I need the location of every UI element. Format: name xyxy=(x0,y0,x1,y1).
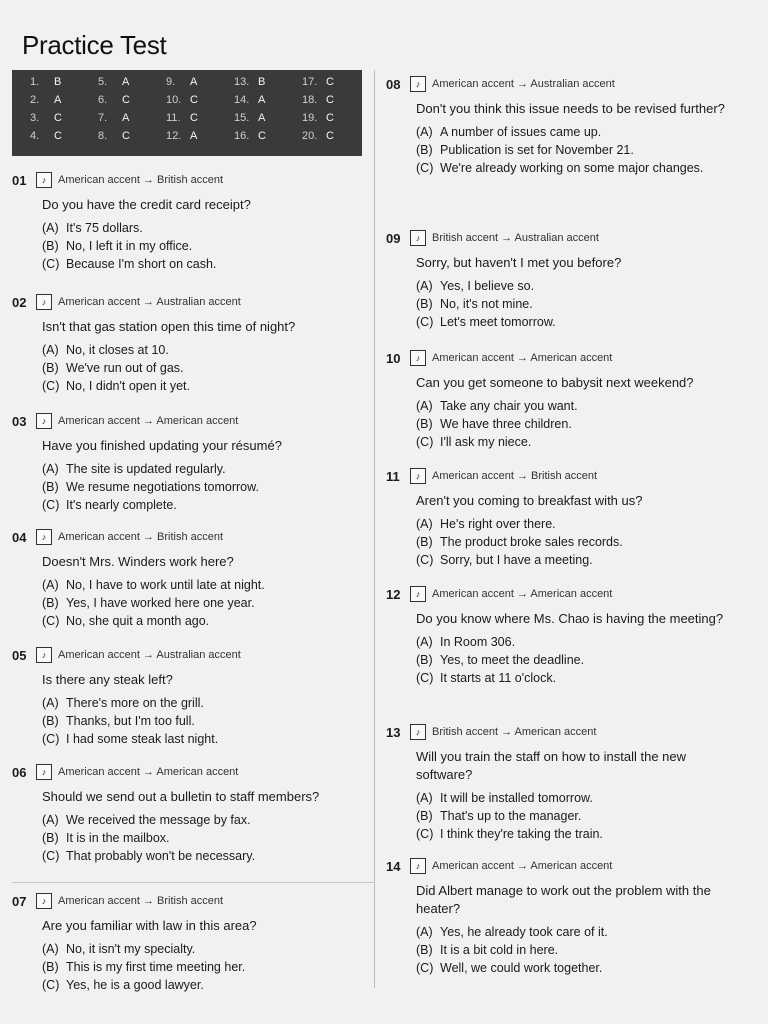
option-letter: (C) xyxy=(416,553,434,567)
question-header xyxy=(12,292,374,312)
accent-label: American accent → British accent xyxy=(432,470,598,482)
question-prompt: Should we send out a bulletin to staff members? xyxy=(42,789,320,804)
answer-option xyxy=(42,976,374,994)
option-letter: (C) xyxy=(42,849,60,863)
answer-key-number: 18. xyxy=(302,94,318,106)
answer-key-answer: C xyxy=(326,94,334,106)
option-text: No, I have to work until late at night. xyxy=(66,578,265,592)
option-letter: (A) xyxy=(42,813,59,827)
question-header xyxy=(12,411,374,431)
accent-label: British accent → American accent xyxy=(432,726,597,738)
option-letter: (A) xyxy=(416,925,433,939)
question-prompt: Will you train the staff on how to install the new software? xyxy=(416,749,687,782)
question-number: 10 xyxy=(386,350,401,366)
question-prompt: Aren't you coming to breakfast with us? xyxy=(416,493,643,508)
accent-label: American accent → Australian accent xyxy=(58,649,241,661)
accent-label: American accent → American accent xyxy=(432,860,613,872)
answer-key-cell xyxy=(290,94,358,112)
page-title: Practice Test xyxy=(22,30,167,60)
option-text: We received the message by fax. xyxy=(66,813,251,827)
answer-option xyxy=(42,219,374,237)
question-block xyxy=(12,411,374,514)
option-letter: (C) xyxy=(416,961,434,975)
option-letter: (B) xyxy=(42,714,59,728)
answer-key-table xyxy=(12,70,362,156)
answer-key-number: 16. xyxy=(234,130,250,142)
answer-option xyxy=(416,123,754,141)
answer-option xyxy=(42,496,374,514)
option-text: We've run out of gas. xyxy=(66,361,184,375)
answer-option xyxy=(42,730,374,748)
answer-option xyxy=(416,651,754,669)
answer-key-number: 8. xyxy=(98,130,108,142)
answer-key-number: 19. xyxy=(302,112,318,124)
option-letter: (A) xyxy=(42,462,59,476)
option-text: Sorry, but I have a meeting. xyxy=(440,553,593,567)
answer-key-answer: A xyxy=(190,76,198,88)
question-header xyxy=(386,74,754,94)
answer-option xyxy=(42,712,374,730)
option-letter: (C) xyxy=(42,732,60,746)
answer-key-cell xyxy=(154,112,222,130)
answer-key-answer: A xyxy=(190,130,198,142)
answer-key-number: 14. xyxy=(234,94,250,106)
answer-key-number: 17. xyxy=(302,76,318,88)
question-header xyxy=(12,762,374,782)
answer-key-answer: B xyxy=(54,76,62,88)
answer-key-cell xyxy=(290,130,358,148)
answer-option xyxy=(416,277,754,295)
answer-option xyxy=(416,633,754,651)
option-text: Yes, to meet the deadline. xyxy=(440,653,585,667)
option-text: No, it isn't my specialty. xyxy=(66,942,196,956)
accent-label: American accent → Australian accent xyxy=(432,78,615,90)
question-block xyxy=(12,645,374,748)
option-letter: (A) xyxy=(42,343,59,357)
question-prompt: Sorry, but haven't I met you before? xyxy=(416,255,622,270)
answer-key-number: 3. xyxy=(30,112,40,124)
option-letter: (C) xyxy=(42,978,60,992)
answer-option xyxy=(416,433,754,451)
option-letter: (A) xyxy=(42,221,59,235)
answer-key-number: 15. xyxy=(234,112,250,124)
answer-key-answer: C xyxy=(54,130,62,142)
answer-key-number: 11. xyxy=(166,112,181,124)
question-number: 05 xyxy=(12,647,27,663)
option-text: Yes, he already took care of it. xyxy=(440,925,608,939)
option-text: The product broke sales records. xyxy=(440,535,623,549)
accent-label: American accent → American accent xyxy=(58,766,239,778)
question-number: 02 xyxy=(12,294,27,310)
answer-key-answer: C xyxy=(326,76,334,88)
answer-key-answer: A xyxy=(122,112,130,124)
option-text: No, it closes at 10. xyxy=(66,343,169,357)
accent-label: American accent → Australian accent xyxy=(58,296,241,308)
answer-option xyxy=(42,594,374,612)
answer-option xyxy=(416,807,754,825)
audio-track-icon: ♪ xyxy=(36,764,52,780)
question-header xyxy=(386,228,754,248)
answer-key-cell xyxy=(222,130,290,148)
question-header xyxy=(12,170,374,190)
answer-key-cell xyxy=(222,94,290,112)
answer-key-cell xyxy=(86,76,154,94)
question-number: 03 xyxy=(12,413,27,429)
question-header xyxy=(12,527,374,547)
audio-track-icon: ♪ xyxy=(410,586,426,602)
answer-option xyxy=(416,923,754,941)
answer-key-answer: B xyxy=(258,76,266,88)
question-prompt: Have you finished updating your résumé? xyxy=(42,438,282,453)
answer-key-answer: C xyxy=(326,130,334,142)
answer-option xyxy=(42,377,374,395)
option-text: Yes, he is a good lawyer. xyxy=(66,978,204,992)
question-number: 12 xyxy=(386,586,401,602)
audio-track-icon: ♪ xyxy=(36,172,52,188)
option-letter: (A) xyxy=(416,517,433,531)
question-block xyxy=(12,882,374,994)
answer-key-answer: C xyxy=(122,94,130,106)
accent-label: American accent → British accent xyxy=(58,174,224,186)
option-text: It is a bit cold in here. xyxy=(440,943,559,957)
audio-track-icon: ♪ xyxy=(36,294,52,310)
audio-track-icon: ♪ xyxy=(36,529,52,545)
answer-key-answer: C xyxy=(190,94,198,106)
audio-track-icon: ♪ xyxy=(36,893,52,909)
answer-key-cell xyxy=(86,94,154,112)
option-text: No, it's not mine. xyxy=(440,297,533,311)
answer-key-cell xyxy=(290,76,358,94)
answer-option xyxy=(416,415,754,433)
question-block xyxy=(12,762,374,865)
question-number: 06 xyxy=(12,764,27,780)
option-text: I'll ask my niece. xyxy=(440,435,532,449)
audio-track-icon: ♪ xyxy=(410,724,426,740)
answer-key-cell xyxy=(86,130,154,148)
option-text: Publication is set for November 21. xyxy=(440,143,634,157)
question-block xyxy=(386,348,754,451)
option-letter: (B) xyxy=(416,943,433,957)
option-letter: (B) xyxy=(42,480,59,494)
option-letter: (C) xyxy=(416,161,434,175)
option-letter: (B) xyxy=(42,960,59,974)
option-letter: (B) xyxy=(416,297,433,311)
option-letter: (B) xyxy=(42,596,59,610)
question-header xyxy=(386,466,754,486)
question-block xyxy=(386,722,754,843)
question-prompt: Did Albert manage to work out the problem with the heater? xyxy=(416,883,711,916)
audio-track-icon: ♪ xyxy=(36,413,52,429)
answer-key-cell xyxy=(18,130,86,148)
option-text: No, she quit a month ago. xyxy=(66,614,210,628)
option-letter: (C) xyxy=(416,315,434,329)
answer-option xyxy=(42,958,374,976)
answer-key-number: 2. xyxy=(30,94,40,106)
option-letter: (C) xyxy=(416,435,434,449)
answer-key-number: 4. xyxy=(30,130,40,142)
audio-track-icon: ♪ xyxy=(410,230,426,246)
answer-option xyxy=(416,551,754,569)
question-block xyxy=(12,527,374,630)
answer-option xyxy=(416,397,754,415)
option-text: It will be installed tomorrow. xyxy=(440,791,593,805)
audio-track-icon: ♪ xyxy=(410,76,426,92)
option-letter: (B) xyxy=(416,417,433,431)
answer-key-number: 5. xyxy=(98,76,108,88)
option-text: Yes, I believe so. xyxy=(440,279,535,293)
option-letter: (B) xyxy=(416,143,433,157)
answer-option xyxy=(42,847,374,865)
option-letter: (C) xyxy=(42,257,60,271)
answer-key-number: 9. xyxy=(166,76,176,88)
question-header xyxy=(12,891,374,911)
answer-key-answer: A xyxy=(122,76,130,88)
audio-track-icon: ♪ xyxy=(410,858,426,874)
answer-option xyxy=(416,159,754,177)
question-header xyxy=(386,722,754,742)
left-column xyxy=(12,70,375,992)
question-number: 04 xyxy=(12,529,27,545)
answer-key-cell xyxy=(154,76,222,94)
option-text: That probably won't be necessary. xyxy=(66,849,256,863)
answer-key-cell xyxy=(18,94,86,112)
option-letter: (B) xyxy=(416,809,433,823)
accent-label: American accent → British accent xyxy=(58,531,224,543)
answer-key-number: 12. xyxy=(166,130,182,142)
question-prompt: Do you have the credit card receipt? xyxy=(42,197,251,212)
option-letter: (A) xyxy=(416,791,433,805)
option-letter: (A) xyxy=(416,125,433,139)
answer-option xyxy=(42,694,374,712)
option-text: In Room 306. xyxy=(440,635,516,649)
answer-key-answer: C xyxy=(122,130,130,142)
answer-key-answer: C xyxy=(326,112,334,124)
question-block xyxy=(386,584,754,687)
answer-key-cell xyxy=(154,130,222,148)
question-block xyxy=(12,170,374,273)
option-text: He's right over there. xyxy=(440,517,556,531)
answer-option xyxy=(42,359,374,377)
question-prompt: Isn't that gas station open this time of night? xyxy=(42,319,296,334)
answer-key-number: 13. xyxy=(234,76,250,88)
answer-key-cell xyxy=(222,112,290,130)
option-text: It's nearly complete. xyxy=(66,498,177,512)
answer-key-answer: C xyxy=(258,130,266,142)
answer-option xyxy=(416,313,754,331)
question-number: 13 xyxy=(386,724,401,740)
question-prompt: Do you know where Ms. Chao is having the meeting? xyxy=(416,611,724,626)
answer-key-answer: C xyxy=(54,112,62,124)
audio-track-icon: ♪ xyxy=(410,350,426,366)
option-text: There's more on the grill. xyxy=(66,696,204,710)
option-text: Thanks, but I'm too full. xyxy=(66,714,195,728)
option-letter: (A) xyxy=(42,942,59,956)
option-text: Take any chair you want. xyxy=(440,399,578,413)
option-text: Well, we could work together. xyxy=(440,961,603,975)
option-text: It starts at 11 o'clock. xyxy=(440,671,557,685)
answer-option xyxy=(416,789,754,807)
answer-key-cell xyxy=(18,112,86,130)
option-text: I think they're taking the train. xyxy=(440,827,603,841)
question-header xyxy=(12,645,374,665)
answer-option xyxy=(42,460,374,478)
question-header xyxy=(386,584,754,604)
accent-label: British accent → Australian accent xyxy=(432,232,599,244)
option-letter: (A) xyxy=(416,399,433,413)
question-prompt: Are you familiar with law in this area? xyxy=(42,918,257,933)
accent-label: American accent → British accent xyxy=(58,895,224,907)
question-block xyxy=(386,856,754,977)
answer-key-number: 10. xyxy=(166,94,182,106)
option-letter: (B) xyxy=(416,535,433,549)
question-block xyxy=(386,466,754,569)
answer-option xyxy=(42,237,374,255)
question-header xyxy=(386,856,754,876)
option-letter: (C) xyxy=(42,379,60,393)
answer-key-answer: A xyxy=(258,94,266,106)
answer-key-cell xyxy=(86,112,154,130)
option-text: I had some steak last night. xyxy=(66,732,219,746)
option-text: That's up to the manager. xyxy=(440,809,582,823)
question-prompt: Can you get someone to babysit next weekend? xyxy=(416,375,694,390)
answer-option xyxy=(42,829,374,847)
option-letter: (B) xyxy=(416,653,433,667)
answer-option xyxy=(42,811,374,829)
answer-option xyxy=(416,941,754,959)
answer-key-number: 1. xyxy=(30,76,40,88)
question-number: 01 xyxy=(12,172,27,188)
option-letter: (A) xyxy=(42,696,59,710)
option-letter: (C) xyxy=(416,827,434,841)
answer-option xyxy=(42,940,374,958)
question-prompt: Is there any steak left? xyxy=(42,672,173,687)
answer-key-number: 7. xyxy=(98,112,108,124)
answer-option xyxy=(42,255,374,273)
option-text: No, I left it in my office. xyxy=(66,239,193,253)
answer-key-answer: A xyxy=(54,94,62,106)
question-number: 08 xyxy=(386,76,401,92)
answer-key-number: 6. xyxy=(98,94,108,106)
option-text: We're already working on some major changes. xyxy=(440,161,704,175)
answer-option xyxy=(416,295,754,313)
option-text: Because I'm short on cash. xyxy=(66,257,217,271)
answer-option xyxy=(416,669,754,687)
question-number: 07 xyxy=(12,893,27,909)
question-number: 09 xyxy=(386,230,401,246)
question-block xyxy=(386,74,754,177)
question-prompt: Don't you think this issue needs to be revised further? xyxy=(416,101,725,116)
option-letter: (A) xyxy=(416,279,433,293)
answer-option xyxy=(42,341,374,359)
option-letter: (B) xyxy=(42,239,59,253)
option-text: The site is updated regularly. xyxy=(66,462,226,476)
answer-key-cell xyxy=(18,76,86,94)
option-letter: (A) xyxy=(42,578,59,592)
accent-label: American accent → American accent xyxy=(432,352,613,364)
option-text: We have three children. xyxy=(440,417,572,431)
option-letter: (C) xyxy=(416,671,434,685)
option-letter: (C) xyxy=(42,498,60,512)
option-text: This is my first time meeting her. xyxy=(66,960,246,974)
answer-option xyxy=(42,478,374,496)
answer-option xyxy=(42,576,374,594)
answer-key-answer: C xyxy=(190,112,198,124)
answer-key-number: 20. xyxy=(302,130,318,142)
question-block xyxy=(386,228,754,331)
answer-option xyxy=(416,515,754,533)
option-text: Let's meet tomorrow. xyxy=(440,315,556,329)
answer-option xyxy=(42,612,374,630)
accent-label: American accent → American accent xyxy=(58,415,239,427)
answer-key-cell xyxy=(290,112,358,130)
option-text: It is in the mailbox. xyxy=(66,831,170,845)
option-letter: (A) xyxy=(416,635,433,649)
question-prompt: Doesn't Mrs. Winders work here? xyxy=(42,554,234,569)
answer-option xyxy=(416,141,754,159)
question-block xyxy=(12,292,374,395)
question-number: 11 xyxy=(386,468,400,484)
audio-track-icon: ♪ xyxy=(410,468,426,484)
question-number: 14 xyxy=(386,858,401,874)
option-text: It's 75 dollars. xyxy=(66,221,143,235)
option-text: No, I didn't open it yet. xyxy=(66,379,190,393)
accent-label: American accent → American accent xyxy=(432,588,613,600)
option-letter: (B) xyxy=(42,831,59,845)
answer-option xyxy=(416,959,754,977)
question-header xyxy=(386,348,754,368)
answer-option xyxy=(416,825,754,843)
answer-key-cell xyxy=(222,76,290,94)
audio-track-icon: ♪ xyxy=(36,647,52,663)
option-letter: (B) xyxy=(42,361,59,375)
answer-option xyxy=(416,533,754,551)
answer-key-answer: A xyxy=(258,112,266,124)
option-letter: (C) xyxy=(42,614,60,628)
answer-key-cell xyxy=(154,94,222,112)
option-text: A number of issues came up. xyxy=(440,125,602,139)
option-text: We resume negotiations tomorrow. xyxy=(66,480,259,494)
option-text: Yes, I have worked here one year. xyxy=(66,596,255,610)
